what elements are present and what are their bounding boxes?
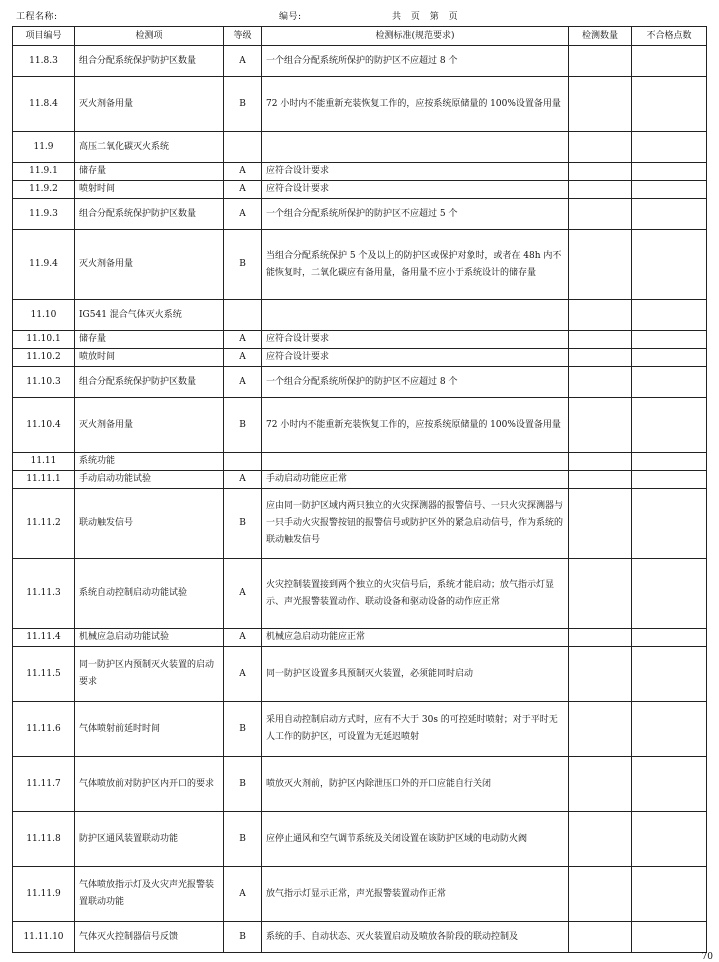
- cell-inspection-item: 系统功能: [75, 453, 224, 471]
- cell-inspection-item: 组合分配系统保护防护区数量: [75, 367, 224, 398]
- table-header-row: [13, 27, 707, 46]
- cell-grade: A: [224, 367, 262, 398]
- cell-inspection-count: [569, 367, 632, 398]
- cell-standard: 同一防护区设置多具预制灭火装置，必须能同时启动: [262, 647, 569, 702]
- cell-nonconforming-count: [632, 702, 707, 757]
- page-count-label: 共 页 第 页: [392, 12, 459, 22]
- header-grade: 等级: [224, 27, 262, 46]
- cell-inspection-item: 气体灭火控制器信号反馈: [75, 922, 224, 953]
- cell-inspection-count: [569, 331, 632, 349]
- table-row: [13, 331, 707, 349]
- cell-inspection-count: [569, 199, 632, 230]
- cell-standard: 应符合设计要求: [262, 349, 569, 367]
- table-row: [13, 559, 707, 629]
- cell-item-number: 11.11.7: [13, 757, 75, 812]
- cell-inspection-count: [569, 647, 632, 702]
- cell-item-number: 11.9.2: [13, 181, 75, 199]
- cell-standard: 机械应急启动功能应正常: [262, 629, 569, 647]
- cell-grade: A: [224, 163, 262, 181]
- cell-item-number: 11.9: [13, 132, 75, 163]
- cell-inspection-count: [569, 867, 632, 922]
- cell-inspection-item: 同一防护区内预制灭火装置的启动要求: [75, 647, 224, 702]
- table-row: [13, 181, 707, 199]
- cell-inspection-item: 防护区通风装置联动功能: [75, 812, 224, 867]
- cell-grade: A: [224, 629, 262, 647]
- table-row: [13, 489, 707, 559]
- cell-item-number: 11.10.1: [13, 331, 75, 349]
- table-row: [13, 867, 707, 922]
- cell-grade: B: [224, 230, 262, 300]
- cell-nonconforming-count: [632, 489, 707, 559]
- cell-inspection-count: [569, 77, 632, 132]
- cell-item-number: 11.11: [13, 453, 75, 471]
- table-row: [13, 77, 707, 132]
- cell-standard: 应停止通风和空气调节系统及关闭设置在该防护区域的电动防火阀: [262, 812, 569, 867]
- cell-item-number: 11.10: [13, 300, 75, 331]
- cell-inspection-item: IG541 混合气体灭火系统: [75, 300, 224, 331]
- cell-inspection-count: [569, 757, 632, 812]
- page-number: 70: [701, 952, 713, 962]
- cell-nonconforming-count: [632, 453, 707, 471]
- cell-standard: 应符合设计要求: [262, 331, 569, 349]
- cell-grade: A: [224, 559, 262, 629]
- cell-item-number: 11.11.6: [13, 702, 75, 757]
- cell-grade: A: [224, 46, 262, 77]
- cell-nonconforming-count: [632, 867, 707, 922]
- cell-grade: [224, 300, 262, 331]
- cell-standard: 一个组合分配系统所保护的防护区不应超过 5 个: [262, 199, 569, 230]
- cell-nonconforming-count: [632, 471, 707, 489]
- cell-inspection-item: 灭火剂备用量: [75, 230, 224, 300]
- document-number-label: 编号:: [279, 12, 302, 22]
- cell-inspection-item: 组合分配系统保护防护区数量: [75, 46, 224, 77]
- cell-inspection-count: [569, 163, 632, 181]
- cell-inspection-item: 组合分配系统保护防护区数量: [75, 199, 224, 230]
- cell-item-number: 11.11.5: [13, 647, 75, 702]
- cell-nonconforming-count: [632, 46, 707, 77]
- cell-item-number: 11.11.10: [13, 922, 75, 953]
- header-nonconforming-count: 不合格点数: [632, 27, 707, 46]
- table-row: [13, 453, 707, 471]
- cell-standard: 放气指示灯显示正常，声光报警装置动作正常: [262, 867, 569, 922]
- cell-grade: A: [224, 867, 262, 922]
- cell-grade: A: [224, 647, 262, 702]
- cell-inspection-count: [569, 300, 632, 331]
- cell-item-number: 11.11.8: [13, 812, 75, 867]
- cell-standard: 一个组合分配系统所保护的防护区不应超过 8 个: [262, 46, 569, 77]
- table-row: [13, 702, 707, 757]
- table-row: [13, 199, 707, 230]
- table-body: [13, 46, 707, 953]
- table-row: [13, 757, 707, 812]
- cell-item-number: 11.9.1: [13, 163, 75, 181]
- cell-standard: 火灾控制装置接到两个独立的火灾信号后，系统才能启动；放气指示灯显示、声光报警装置动作、联动设备和驱动设备的动作应正常: [262, 559, 569, 629]
- cell-standard: 系统的手、自动状态、灭火装置启动及喷放各阶段的联动控制及: [262, 922, 569, 953]
- cell-inspection-item: 喷射时间: [75, 181, 224, 199]
- cell-nonconforming-count: [632, 331, 707, 349]
- project-name-label: 工程名称:: [16, 12, 58, 22]
- cell-inspection-count: [569, 230, 632, 300]
- cell-grade: A: [224, 349, 262, 367]
- cell-standard: 当组合分配系统保护 5 个及以上的防护区或保护对象时，或者在 48h 内不能恢复时，二氧化碳应有备用量，备用量不应小于系统设计的储存量: [262, 230, 569, 300]
- cell-nonconforming-count: [632, 559, 707, 629]
- cell-item-number: 11.9.3: [13, 199, 75, 230]
- cell-inspection-count: [569, 471, 632, 489]
- cell-grade: A: [224, 471, 262, 489]
- cell-inspection-item: 喷放时间: [75, 349, 224, 367]
- table-row: [13, 132, 707, 163]
- cell-inspection-count: [569, 181, 632, 199]
- cell-standard: 喷放灭火剂前，防护区内除泄压口外的开口应能自行关闭: [262, 757, 569, 812]
- cell-nonconforming-count: [632, 647, 707, 702]
- cell-grade: B: [224, 757, 262, 812]
- cell-inspection-count: [569, 922, 632, 953]
- table-row: [13, 230, 707, 300]
- table-row: [13, 163, 707, 181]
- cell-nonconforming-count: [632, 757, 707, 812]
- cell-inspection-count: [569, 812, 632, 867]
- cell-inspection-count: [569, 489, 632, 559]
- cell-item-number: 11.11.9: [13, 867, 75, 922]
- cell-inspection-item: 联动触发信号: [75, 489, 224, 559]
- cell-grade: A: [224, 331, 262, 349]
- inspection-table: [12, 26, 707, 953]
- cell-item-number: 11.11.1: [13, 471, 75, 489]
- cell-inspection-count: [569, 398, 632, 453]
- table-row: [13, 812, 707, 867]
- cell-inspection-count: [569, 629, 632, 647]
- cell-item-number: 11.11.3: [13, 559, 75, 629]
- cell-grade: A: [224, 199, 262, 230]
- table-row: [13, 300, 707, 331]
- cell-nonconforming-count: [632, 812, 707, 867]
- cell-item-number: 11.11.4: [13, 629, 75, 647]
- cell-item-number: 11.8.4: [13, 77, 75, 132]
- cell-inspection-count: [569, 46, 632, 77]
- header-item-number: 项目编号: [13, 27, 75, 46]
- cell-grade: A: [224, 181, 262, 199]
- header-inspection-item: 检测项: [75, 27, 224, 46]
- cell-nonconforming-count: [632, 349, 707, 367]
- cell-grade: B: [224, 812, 262, 867]
- cell-standard: 72 小时内不能重新充装恢复工作的，应按系统原储量的 100%设置备用量: [262, 398, 569, 453]
- cell-nonconforming-count: [632, 367, 707, 398]
- cell-nonconforming-count: [632, 163, 707, 181]
- table-row: [13, 46, 707, 77]
- table-row: [13, 367, 707, 398]
- cell-standard: 手动启动功能应正常: [262, 471, 569, 489]
- cell-nonconforming-count: [632, 629, 707, 647]
- cell-inspection-item: 气体喷射前延时时间: [75, 702, 224, 757]
- cell-grade: B: [224, 922, 262, 953]
- cell-inspection-item: 系统自动控制启动功能试验: [75, 559, 224, 629]
- table-row: [13, 398, 707, 453]
- cell-inspection-item: 灭火剂备用量: [75, 398, 224, 453]
- cell-inspection-count: [569, 702, 632, 757]
- header-inspection-count: 检测数量: [569, 27, 632, 46]
- cell-grade: B: [224, 398, 262, 453]
- cell-nonconforming-count: [632, 398, 707, 453]
- cell-standard: [262, 132, 569, 163]
- cell-inspection-count: [569, 349, 632, 367]
- cell-grade: [224, 132, 262, 163]
- table-row: [13, 922, 707, 953]
- cell-inspection-item: 储存量: [75, 163, 224, 181]
- cell-nonconforming-count: [632, 199, 707, 230]
- header-standard: 检测标准(规范要求): [262, 27, 569, 46]
- cell-standard: 应符合设计要求: [262, 163, 569, 181]
- cell-nonconforming-count: [632, 132, 707, 163]
- cell-item-number: 11.10.3: [13, 367, 75, 398]
- cell-inspection-item: 机械应急启动功能试验: [75, 629, 224, 647]
- cell-grade: B: [224, 702, 262, 757]
- cell-inspection-item: 高压二氧化碳灭火系统: [75, 132, 224, 163]
- cell-inspection-count: [569, 559, 632, 629]
- cell-standard: [262, 453, 569, 471]
- cell-nonconforming-count: [632, 300, 707, 331]
- table-row: [13, 647, 707, 702]
- cell-nonconforming-count: [632, 230, 707, 300]
- table-row: [13, 471, 707, 489]
- cell-nonconforming-count: [632, 77, 707, 132]
- cell-item-number: 11.11.2: [13, 489, 75, 559]
- cell-inspection-count: [569, 132, 632, 163]
- cell-item-number: 11.9.4: [13, 230, 75, 300]
- cell-standard: 应由同一防护区域内两只独立的火灾探测器的报警信号、一只火灾探测器与一只手动火灾报警按钮的报警信号或防护区外的紧急启动信号，作为系统的联动触发信号: [262, 489, 569, 559]
- cell-item-number: 11.10.2: [13, 349, 75, 367]
- cell-item-number: 11.8.3: [13, 46, 75, 77]
- cell-grade: B: [224, 77, 262, 132]
- cell-standard: 一个组合分配系统所保护的防护区不应超过 8 个: [262, 367, 569, 398]
- cell-inspection-count: [569, 453, 632, 471]
- cell-inspection-item: 灭火剂备用量: [75, 77, 224, 132]
- cell-inspection-item: 气体喷放指示灯及火灾声光报警装置联动功能: [75, 867, 224, 922]
- cell-inspection-item: 气体喷放前对防护区内开口的要求: [75, 757, 224, 812]
- cell-grade: B: [224, 489, 262, 559]
- cell-inspection-item: 储存量: [75, 331, 224, 349]
- cell-nonconforming-count: [632, 922, 707, 953]
- cell-inspection-item: 手动启动功能试验: [75, 471, 224, 489]
- cell-standard: [262, 300, 569, 331]
- cell-standard: 采用自动控制启动方式时，应有不大于 30s 的可控延时喷射；对于平时无人工作的防护区，可设置为无延迟喷射: [262, 702, 569, 757]
- cell-grade: [224, 453, 262, 471]
- cell-item-number: 11.10.4: [13, 398, 75, 453]
- table-row: [13, 629, 707, 647]
- cell-standard: 72 小时内不能重新充装恢复工作的，应按系统原储量的 100%设置备用量: [262, 77, 569, 132]
- cell-standard: 应符合设计要求: [262, 181, 569, 199]
- table-row: [13, 349, 707, 367]
- page-header: [0, 0, 719, 26]
- cell-nonconforming-count: [632, 181, 707, 199]
